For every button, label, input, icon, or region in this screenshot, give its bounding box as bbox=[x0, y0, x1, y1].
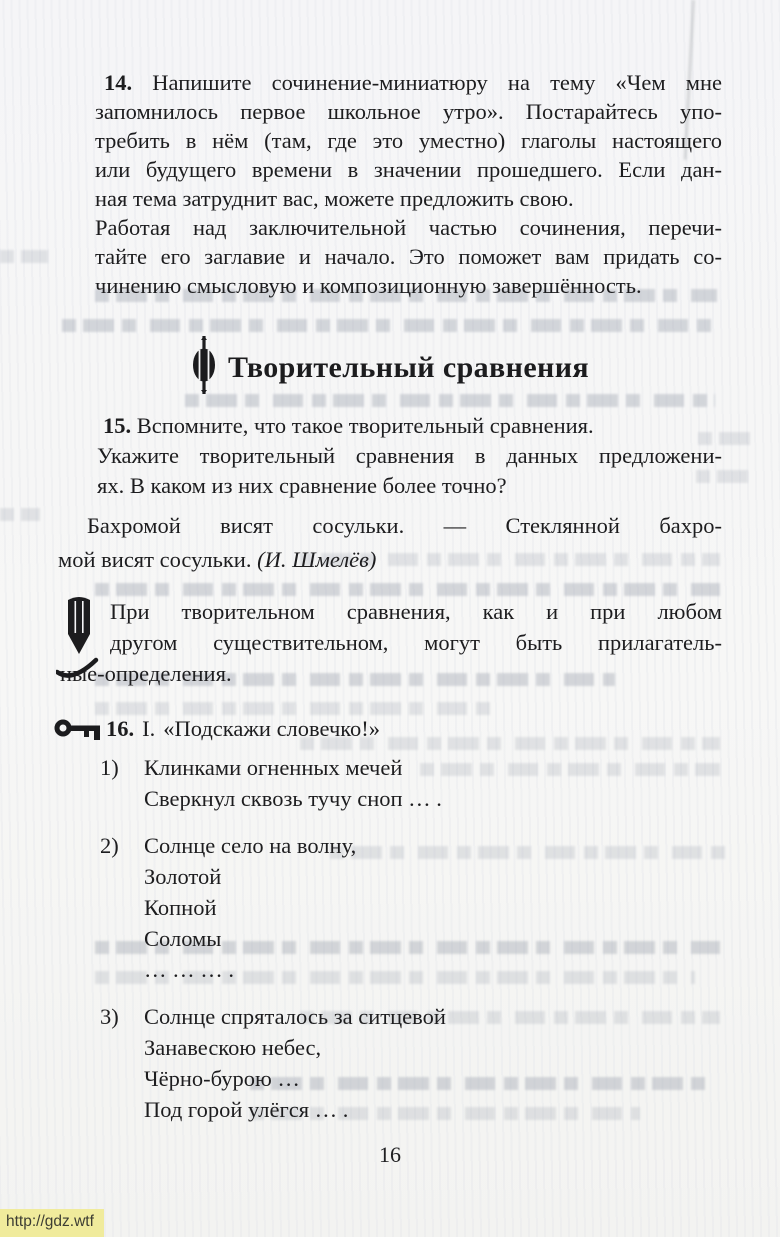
text-line: мой висят сосульки. (И. Шмелёв) bbox=[58, 547, 377, 572]
poem-line: Солнце спряталось за ситцевой bbox=[144, 1004, 446, 1029]
text-line: Бахромой висят сосульки. — Стеклянной бахро- bbox=[87, 513, 722, 538]
poem-item bbox=[100, 752, 700, 814]
exercise-14-paragraph bbox=[95, 68, 722, 300]
text-line: 15. Вспомните, что такое творительный сравнения. bbox=[103, 413, 594, 438]
poem-item-number: 2) bbox=[100, 833, 119, 858]
key-icon bbox=[54, 718, 104, 749]
section-heading bbox=[0, 336, 780, 399]
text-line: чинению смысловую и композиционную завершённость. bbox=[95, 273, 642, 298]
ghost-text-line bbox=[95, 583, 720, 596]
ghost-text-line bbox=[62, 319, 717, 332]
text-line: другом существительном, могут быть прилагатель- bbox=[110, 630, 722, 655]
ornament-icon bbox=[191, 336, 217, 399]
poem-line: Сверкнул сквозь тучу сноп … . bbox=[144, 786, 442, 811]
example-author: (И. Шмелёв) bbox=[257, 547, 377, 572]
ghost-text-line bbox=[0, 508, 40, 521]
poem-item-text bbox=[144, 752, 700, 814]
text-line: При творительном сравнения, как и при любом bbox=[110, 599, 722, 624]
poem-line: Соломы bbox=[144, 926, 222, 951]
poem-item bbox=[100, 1001, 700, 1125]
rule-note bbox=[60, 596, 722, 689]
example-block bbox=[58, 509, 722, 577]
section-heading-title: Творительный сравнения bbox=[227, 350, 590, 384]
text-line: тайте его заглавие и начало. Это поможет вам придать со- bbox=[95, 244, 722, 269]
text-line: ная тема затруднит вас, можете предложить свою. bbox=[95, 186, 574, 211]
poem-line: Золотой bbox=[144, 864, 222, 889]
poem-line: Чёрно-бурою … bbox=[144, 1066, 300, 1091]
exercise-15-paragraph bbox=[97, 411, 722, 501]
exercise-16-part: I. bbox=[142, 716, 156, 741]
poem-line: Солнце село на волну, bbox=[144, 833, 357, 858]
text-line: ях. В каком из них сравнение более точно? bbox=[97, 473, 507, 498]
watermark: http://gdz.wtf bbox=[0, 1209, 104, 1237]
text-line: ные-определения. bbox=[60, 661, 232, 686]
text-line: Укажите творительный сравнения в данных предложени- bbox=[97, 443, 722, 468]
exercise-16-number: 16. bbox=[106, 716, 135, 741]
poem-line: Копной bbox=[144, 895, 217, 920]
page-number: 16 bbox=[379, 1142, 401, 1167]
exercise-16-title: «Подскажи словечко!» bbox=[163, 716, 381, 741]
poem-item-number: 1) bbox=[100, 755, 119, 780]
exercise16-items bbox=[100, 752, 700, 1141]
text-line: запомнилось первое школьное утро». Постарайтесь упо- bbox=[95, 99, 722, 124]
ghost-text-line bbox=[0, 250, 48, 263]
poem-line: Занавескою небес, bbox=[144, 1035, 322, 1060]
poem-item bbox=[100, 830, 700, 985]
poem-line: … … … . bbox=[144, 957, 234, 982]
text-line: 14. Напишите сочинение-миниатюру на тему «Чем мне bbox=[104, 70, 722, 95]
text-line: или будущего времени в значении прошедшего. Если дан- bbox=[95, 157, 722, 182]
poem-line: Клинками огненных мечей bbox=[144, 755, 403, 780]
poem-item-number: 3) bbox=[100, 1004, 119, 1029]
text-line: Работая над заключительной частью сочинения, перечи- bbox=[95, 215, 722, 240]
poem-item-text bbox=[144, 830, 700, 985]
poem-line: Под горой улёгся … . bbox=[144, 1097, 349, 1122]
exercise-16-header bbox=[106, 714, 380, 744]
text-line: требить в нём (там, где это уместно) глаголы настоящего bbox=[95, 128, 722, 153]
poem-item-text bbox=[144, 1001, 700, 1125]
